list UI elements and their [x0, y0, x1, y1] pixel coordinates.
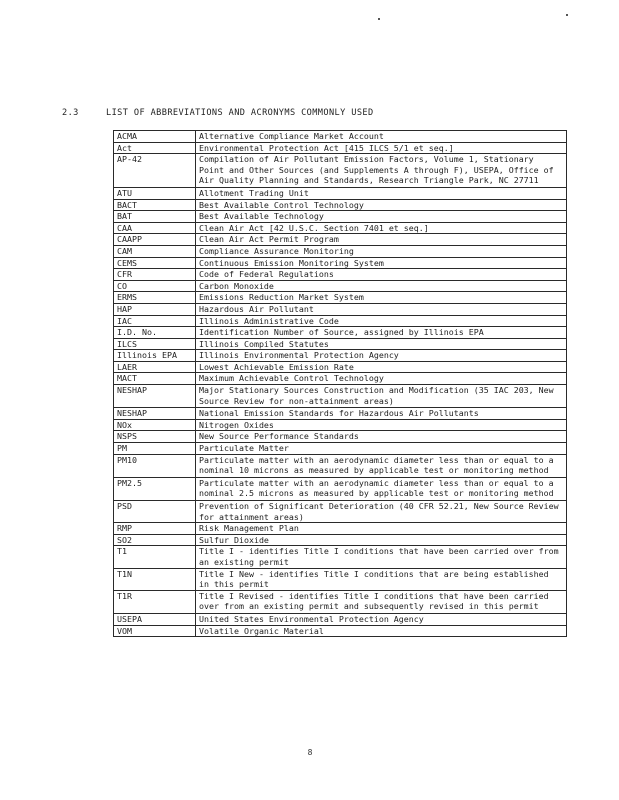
abbreviation-cell: USEPA: [114, 613, 196, 625]
page-number: 8: [307, 748, 313, 757]
table-row: [114, 454, 567, 477]
table-row: [114, 315, 567, 327]
table-row: [114, 327, 567, 339]
definition-cell: Best Available Technology: [196, 211, 567, 223]
abbreviation-cell: BACT: [114, 199, 196, 211]
abbreviation-cell: T1R: [114, 590, 196, 613]
definition-cell: Illinois Compiled Statutes: [196, 338, 567, 350]
abbreviation-cell: ACMA: [114, 131, 196, 143]
abbreviation-cell: BAT: [114, 211, 196, 223]
abbreviation-cell: I.D. No.: [114, 327, 196, 339]
definition-cell: Alternative Compliance Market Account: [196, 131, 567, 143]
section-heading: [62, 108, 374, 118]
table-row: [114, 142, 567, 154]
section-title: LIST OF ABBREVIATIONS AND ACRONYMS COMMONLY USED: [106, 108, 374, 118]
abbreviation-cell: HAP: [114, 303, 196, 315]
table-row: [114, 222, 567, 234]
definition-cell: Code of Federal Regulations: [196, 269, 567, 281]
scan-speck: [378, 18, 380, 20]
abbreviation-cell: IAC: [114, 315, 196, 327]
abbreviation-cell: T1: [114, 546, 196, 568]
abbreviation-cell: T1N: [114, 568, 196, 590]
definition-cell: Major Stationary Sources Construction and Modification (35 IAC 203, New Source Review for non-attainment areas): [196, 385, 567, 408]
definition-cell: Title I Revised - identifies Title I conditions that have been carried over from an existing permit and subsequently revised in this permit: [196, 590, 567, 613]
table-row: [114, 431, 567, 443]
definition-cell: Continuous Emission Monitoring System: [196, 257, 567, 269]
abbreviation-cell: ILCS: [114, 338, 196, 350]
table-row: [114, 625, 567, 637]
abbreviation-cell: Act: [114, 142, 196, 154]
definition-cell: Clean Air Act [42 U.S.C. Section 7401 et seq.]: [196, 222, 567, 234]
table-row: [114, 546, 567, 568]
definition-cell: United States Environmental Protection Agency: [196, 613, 567, 625]
abbreviation-cell: NOx: [114, 419, 196, 431]
abbreviation-cell: AP-42: [114, 154, 196, 188]
abbreviation-cell: SO2: [114, 534, 196, 546]
definition-cell: Volatile Organic Material: [196, 625, 567, 637]
scan-speck: [566, 14, 568, 16]
section-number: 2.3: [62, 108, 79, 118]
table-row: [114, 303, 567, 315]
definition-cell: Prevention of Significant Deterioration (40 CFR 52.21, New Source Review for attainment areas): [196, 501, 567, 523]
table-row: [114, 280, 567, 292]
table-row: [114, 385, 567, 408]
table-row: [114, 154, 567, 188]
definition-cell: Emissions Reduction Market System: [196, 292, 567, 304]
table-row: [114, 501, 567, 523]
abbreviation-cell: PM: [114, 443, 196, 455]
table-row: [114, 361, 567, 373]
table-row: [114, 568, 567, 590]
abbreviation-cell: VOM: [114, 625, 196, 637]
definition-cell: Title I - identifies Title I conditions that have been carried over from an existing permit: [196, 546, 567, 568]
abbreviation-cell: CAM: [114, 245, 196, 257]
abbreviation-cell: PSD: [114, 501, 196, 523]
abbreviation-cell: MACT: [114, 373, 196, 385]
abbreviation-cell: PM10: [114, 454, 196, 477]
definition-cell: New Source Performance Standards: [196, 431, 567, 443]
definition-cell: Carbon Monoxide: [196, 280, 567, 292]
definition-cell: Illinois Administrative Code: [196, 315, 567, 327]
abbreviation-cell: CAAPP: [114, 234, 196, 246]
definition-cell: Lowest Achievable Emission Rate: [196, 361, 567, 373]
table-row: [114, 613, 567, 625]
abbreviations-table: [113, 130, 567, 637]
table-row: [114, 269, 567, 281]
table-row: [114, 245, 567, 257]
table-row: [114, 131, 567, 143]
table-row: [114, 199, 567, 211]
definition-cell: Allotment Trading Unit: [196, 187, 567, 199]
table-row: [114, 257, 567, 269]
table-row: [114, 590, 567, 613]
definition-cell: Nitrogen Oxides: [196, 419, 567, 431]
table-row: [114, 373, 567, 385]
definition-cell: Environmental Protection Act [415 ILCS 5/1 et seq.]: [196, 142, 567, 154]
abbreviation-cell: CEMS: [114, 257, 196, 269]
table-row: [114, 443, 567, 455]
definition-cell: Title I New - identifies Title I conditions that are being established in this permit: [196, 568, 567, 590]
table-row: [114, 534, 567, 546]
definition-cell: Clean Air Act Permit Program: [196, 234, 567, 246]
definition-cell: Identification Number of Source, assigned by Illinois EPA: [196, 327, 567, 339]
table-row: [114, 187, 567, 199]
abbreviation-cell: ERMS: [114, 292, 196, 304]
table-row: [114, 211, 567, 223]
table-row: [114, 523, 567, 535]
definition-cell: Maximum Achievable Control Technology: [196, 373, 567, 385]
table-row: [114, 292, 567, 304]
table-row: [114, 408, 567, 420]
definition-cell: Illinois Environmental Protection Agency: [196, 350, 567, 362]
abbreviation-cell: CFR: [114, 269, 196, 281]
definition-cell: Compilation of Air Pollutant Emission Factors, Volume 1, Stationary Point and Other Sources (and Supplements A through F), USEPA, Office of Air Quality Planning and Standards, Research Triangle Park, NC 27711: [196, 154, 567, 188]
definition-cell: Risk Management Plan: [196, 523, 567, 535]
table-row: [114, 477, 567, 500]
definition-cell: Hazardous Air Pollutant: [196, 303, 567, 315]
table-row: [114, 234, 567, 246]
definition-cell: National Emission Standards for Hazardous Air Pollutants: [196, 408, 567, 420]
abbreviation-cell: CAA: [114, 222, 196, 234]
abbreviation-cell: PM2.5: [114, 477, 196, 500]
definition-cell: Compliance Assurance Monitoring: [196, 245, 567, 257]
abbreviation-cell: ATU: [114, 187, 196, 199]
abbreviation-cell: RMP: [114, 523, 196, 535]
abbreviation-cell: NESHAP: [114, 385, 196, 408]
table-row: [114, 338, 567, 350]
definition-cell: Particulate matter with an aerodynamic diameter less than or equal to a nominal 2.5 microns as measured by applicable test or monitoring method: [196, 477, 567, 500]
abbreviation-cell: Illinois EPA: [114, 350, 196, 362]
abbreviation-cell: LAER: [114, 361, 196, 373]
abbreviation-cell: NSPS: [114, 431, 196, 443]
abbreviation-cell: NESHAP: [114, 408, 196, 420]
abbreviation-cell: CO: [114, 280, 196, 292]
table-row: [114, 350, 567, 362]
definition-cell: Particulate matter with an aerodynamic diameter less than or equal to a nominal 10 microns as measured by applicable test or monitoring method: [196, 454, 567, 477]
table-row: [114, 419, 567, 431]
definition-cell: Sulfur Dioxide: [196, 534, 567, 546]
definition-cell: Best Available Control Technology: [196, 199, 567, 211]
definition-cell: Particulate Matter: [196, 443, 567, 455]
